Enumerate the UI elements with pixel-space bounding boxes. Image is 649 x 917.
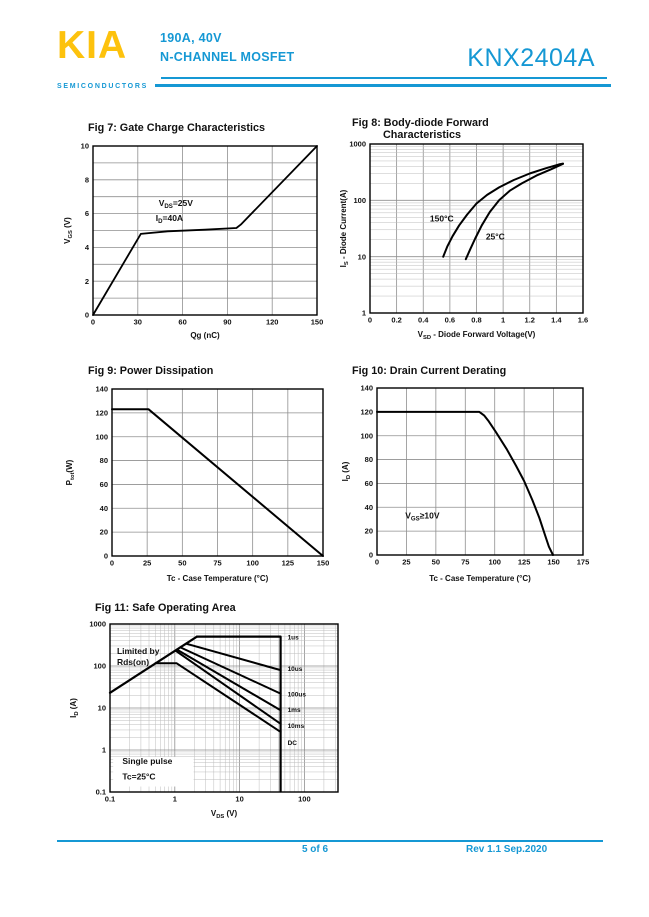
spec-line-current-voltage: 190A, 40V: [160, 31, 222, 45]
svg-text:100: 100: [488, 557, 501, 567]
svg-text:10ms: 10ms: [287, 723, 305, 731]
svg-text:6: 6: [84, 209, 89, 219]
svg-text:ID (A): $I_D$ (A): [69, 698, 80, 718]
svg-text:0: 0: [367, 315, 373, 325]
svg-text:1: 1: [172, 794, 177, 804]
svg-text:0.6: 0.6: [444, 315, 456, 325]
svg-text:90: 90: [223, 317, 232, 327]
svg-text:100: 100: [298, 794, 311, 804]
logo-subtitle: SEMICONDUCTORS: [57, 83, 148, 90]
svg-text:100: 100: [360, 431, 373, 441]
svg-text:0: 0: [84, 310, 89, 320]
svg-text:Fig 10: Drain Current Derating: Fig 10: Drain Current Derating: [352, 365, 507, 377]
svg-text:1.6: 1.6: [577, 315, 589, 325]
spec-line-device-type: N-CHANNEL MOSFET: [160, 50, 295, 64]
svg-text:Tc - Case Temperature (°C): Tc - Case Temperature (°C): [166, 574, 269, 583]
svg-text:1000: 1000: [89, 619, 106, 629]
svg-text:0: 0: [368, 550, 373, 560]
fig11-safe-operating-area-chart-series-pulse-1ms: [177, 650, 281, 711]
svg-text:120: 120: [265, 317, 279, 327]
svg-text:20: 20: [364, 526, 373, 536]
svg-text:0.1: 0.1: [95, 787, 106, 797]
svg-text:Ptot(W): $P_{tot}(W)$: [65, 459, 76, 486]
svg-text:150°C: 150°C: [429, 213, 454, 224]
svg-text:0: 0: [374, 557, 380, 567]
svg-text:20: 20: [99, 527, 108, 537]
svg-text:1000: 1000: [349, 139, 366, 149]
svg-text:150: 150: [316, 558, 330, 568]
fig8-body-diode-forward-chart: [335, 108, 637, 350]
svg-text:Fig 11: Safe Operating Area: Fig 11: Safe Operating Area: [95, 602, 236, 614]
svg-text:8: 8: [84, 175, 89, 185]
fig9-power-dissipation-chart: [55, 355, 340, 597]
svg-text:50: 50: [178, 558, 187, 568]
svg-text:75: 75: [213, 558, 222, 568]
svg-text:Qg (nC): Qg (nC): [190, 331, 220, 340]
svg-text:10: 10: [357, 252, 366, 262]
svg-text:1: 1: [101, 745, 106, 755]
svg-text:50: 50: [431, 557, 441, 567]
svg-text:125: 125: [517, 557, 531, 567]
svg-text:ID (A): $I_D$ (A): [341, 461, 352, 482]
svg-text:140: 140: [95, 384, 108, 394]
svg-text:Tc - Case Temperature (°C): Tc - Case Temperature (°C): [429, 574, 531, 583]
svg-text:100: 100: [353, 195, 366, 205]
svg-text:150: 150: [547, 557, 560, 567]
fig7-gate-charge-chart: [55, 112, 337, 354]
svg-text:80: 80: [99, 456, 108, 466]
svg-text:ID=40A: $I_D=40A$: [155, 213, 184, 226]
svg-text:IS - Diode Current(A): $I_S$ - Diode Current(A): [339, 189, 350, 268]
svg-text:25: 25: [402, 557, 411, 567]
header-rule-thick: [155, 84, 611, 87]
svg-text:75: 75: [461, 557, 470, 567]
svg-text:1.2: 1.2: [524, 315, 535, 325]
svg-text:Fig 8: Body-diode Forward: Fig 8: Body-diode Forward: [352, 117, 489, 129]
svg-text:25°C: 25°C: [485, 231, 505, 242]
svg-text:10: 10: [97, 703, 106, 713]
part-number: KNX2404A: [467, 44, 595, 72]
svg-text:VDS (V): $V_{DS}$ (V): [210, 809, 238, 820]
svg-text:100: 100: [246, 558, 259, 568]
svg-text:0: 0: [103, 551, 108, 561]
svg-text:120: 120: [360, 407, 373, 417]
svg-text:0: 0: [90, 317, 96, 327]
svg-text:VGS (V): $V_{GS}$ (V): [63, 217, 74, 244]
kia-logo: KIA: [57, 24, 128, 67]
svg-text:1us: 1us: [287, 634, 299, 642]
svg-text:25: 25: [142, 558, 152, 568]
svg-text:40: 40: [364, 502, 373, 512]
svg-text:VGS≥10V: $V_{GS}\ge 10V$: [405, 510, 440, 523]
fig10-drain-current-derating-chart: [340, 355, 640, 597]
svg-text:100: 100: [93, 661, 106, 671]
svg-text:60: 60: [178, 317, 187, 327]
svg-text:1: 1: [501, 315, 506, 325]
svg-text:Tc=25°C: Tc=25°C: [122, 771, 156, 782]
fig11-safe-operating-area-chart: [55, 595, 357, 835]
svg-text:10us: 10us: [287, 666, 303, 674]
svg-text:Fig 7: Gate Charge Characteris: Fig 7: Gate Charge Characteristics: [88, 122, 266, 134]
svg-text:0.1: 0.1: [104, 794, 116, 804]
svg-text:1.4: 1.4: [551, 315, 562, 325]
svg-text:30: 30: [133, 317, 142, 327]
svg-text:2: 2: [84, 276, 89, 286]
svg-text:60: 60: [364, 479, 373, 489]
svg-text:VDS=25V: $V_{DS}=25V$: [158, 197, 193, 210]
page-number: 5 of 6: [301, 844, 329, 855]
svg-text:1: 1: [361, 308, 366, 318]
fig11-safe-operating-area-chart-series-pulse-100us: [180, 647, 280, 693]
svg-text:40: 40: [99, 503, 108, 513]
svg-text:Characteristics: Characteristics: [383, 129, 462, 141]
svg-text:60: 60: [99, 480, 108, 490]
svg-text:1ms: 1ms: [287, 707, 301, 715]
revision-label: Rev 1.1 Sep.2020: [466, 844, 548, 855]
svg-text:0.4: 0.4: [418, 315, 429, 325]
svg-text:0.8: 0.8: [471, 315, 482, 325]
svg-text:125: 125: [281, 558, 295, 568]
svg-text:Limited by: Limited by: [116, 645, 160, 656]
svg-text:VSD - Diode Forward Voltage(V): $V_{SD}$ - Diode Forward Voltage(V): [417, 330, 536, 341]
svg-text:10: 10: [235, 794, 244, 804]
svg-text:120: 120: [95, 408, 108, 418]
svg-text:Fig 9: Power Dissipation: Fig 9: Power Dissipation: [88, 365, 214, 377]
svg-text:140: 140: [360, 383, 373, 393]
svg-text:100us: 100us: [287, 691, 307, 699]
svg-text:0.2: 0.2: [391, 315, 402, 325]
svg-text:Single pulse: Single pulse: [122, 756, 173, 767]
svg-text:4: 4: [84, 243, 89, 252]
svg-text:175: 175: [576, 557, 590, 567]
header-rule-thin: [161, 77, 607, 79]
svg-text:80: 80: [364, 455, 373, 465]
svg-text:150: 150: [310, 317, 324, 327]
svg-text:100: 100: [95, 432, 108, 442]
svg-text:0: 0: [109, 558, 115, 568]
svg-text:10: 10: [80, 141, 89, 151]
footer-rule: [57, 840, 603, 842]
svg-text:Rds(on): Rds(on): [116, 656, 150, 667]
svg-text:DC: DC: [287, 740, 297, 748]
fig8-body-diode-forward-chart-series-25C: [466, 164, 563, 259]
